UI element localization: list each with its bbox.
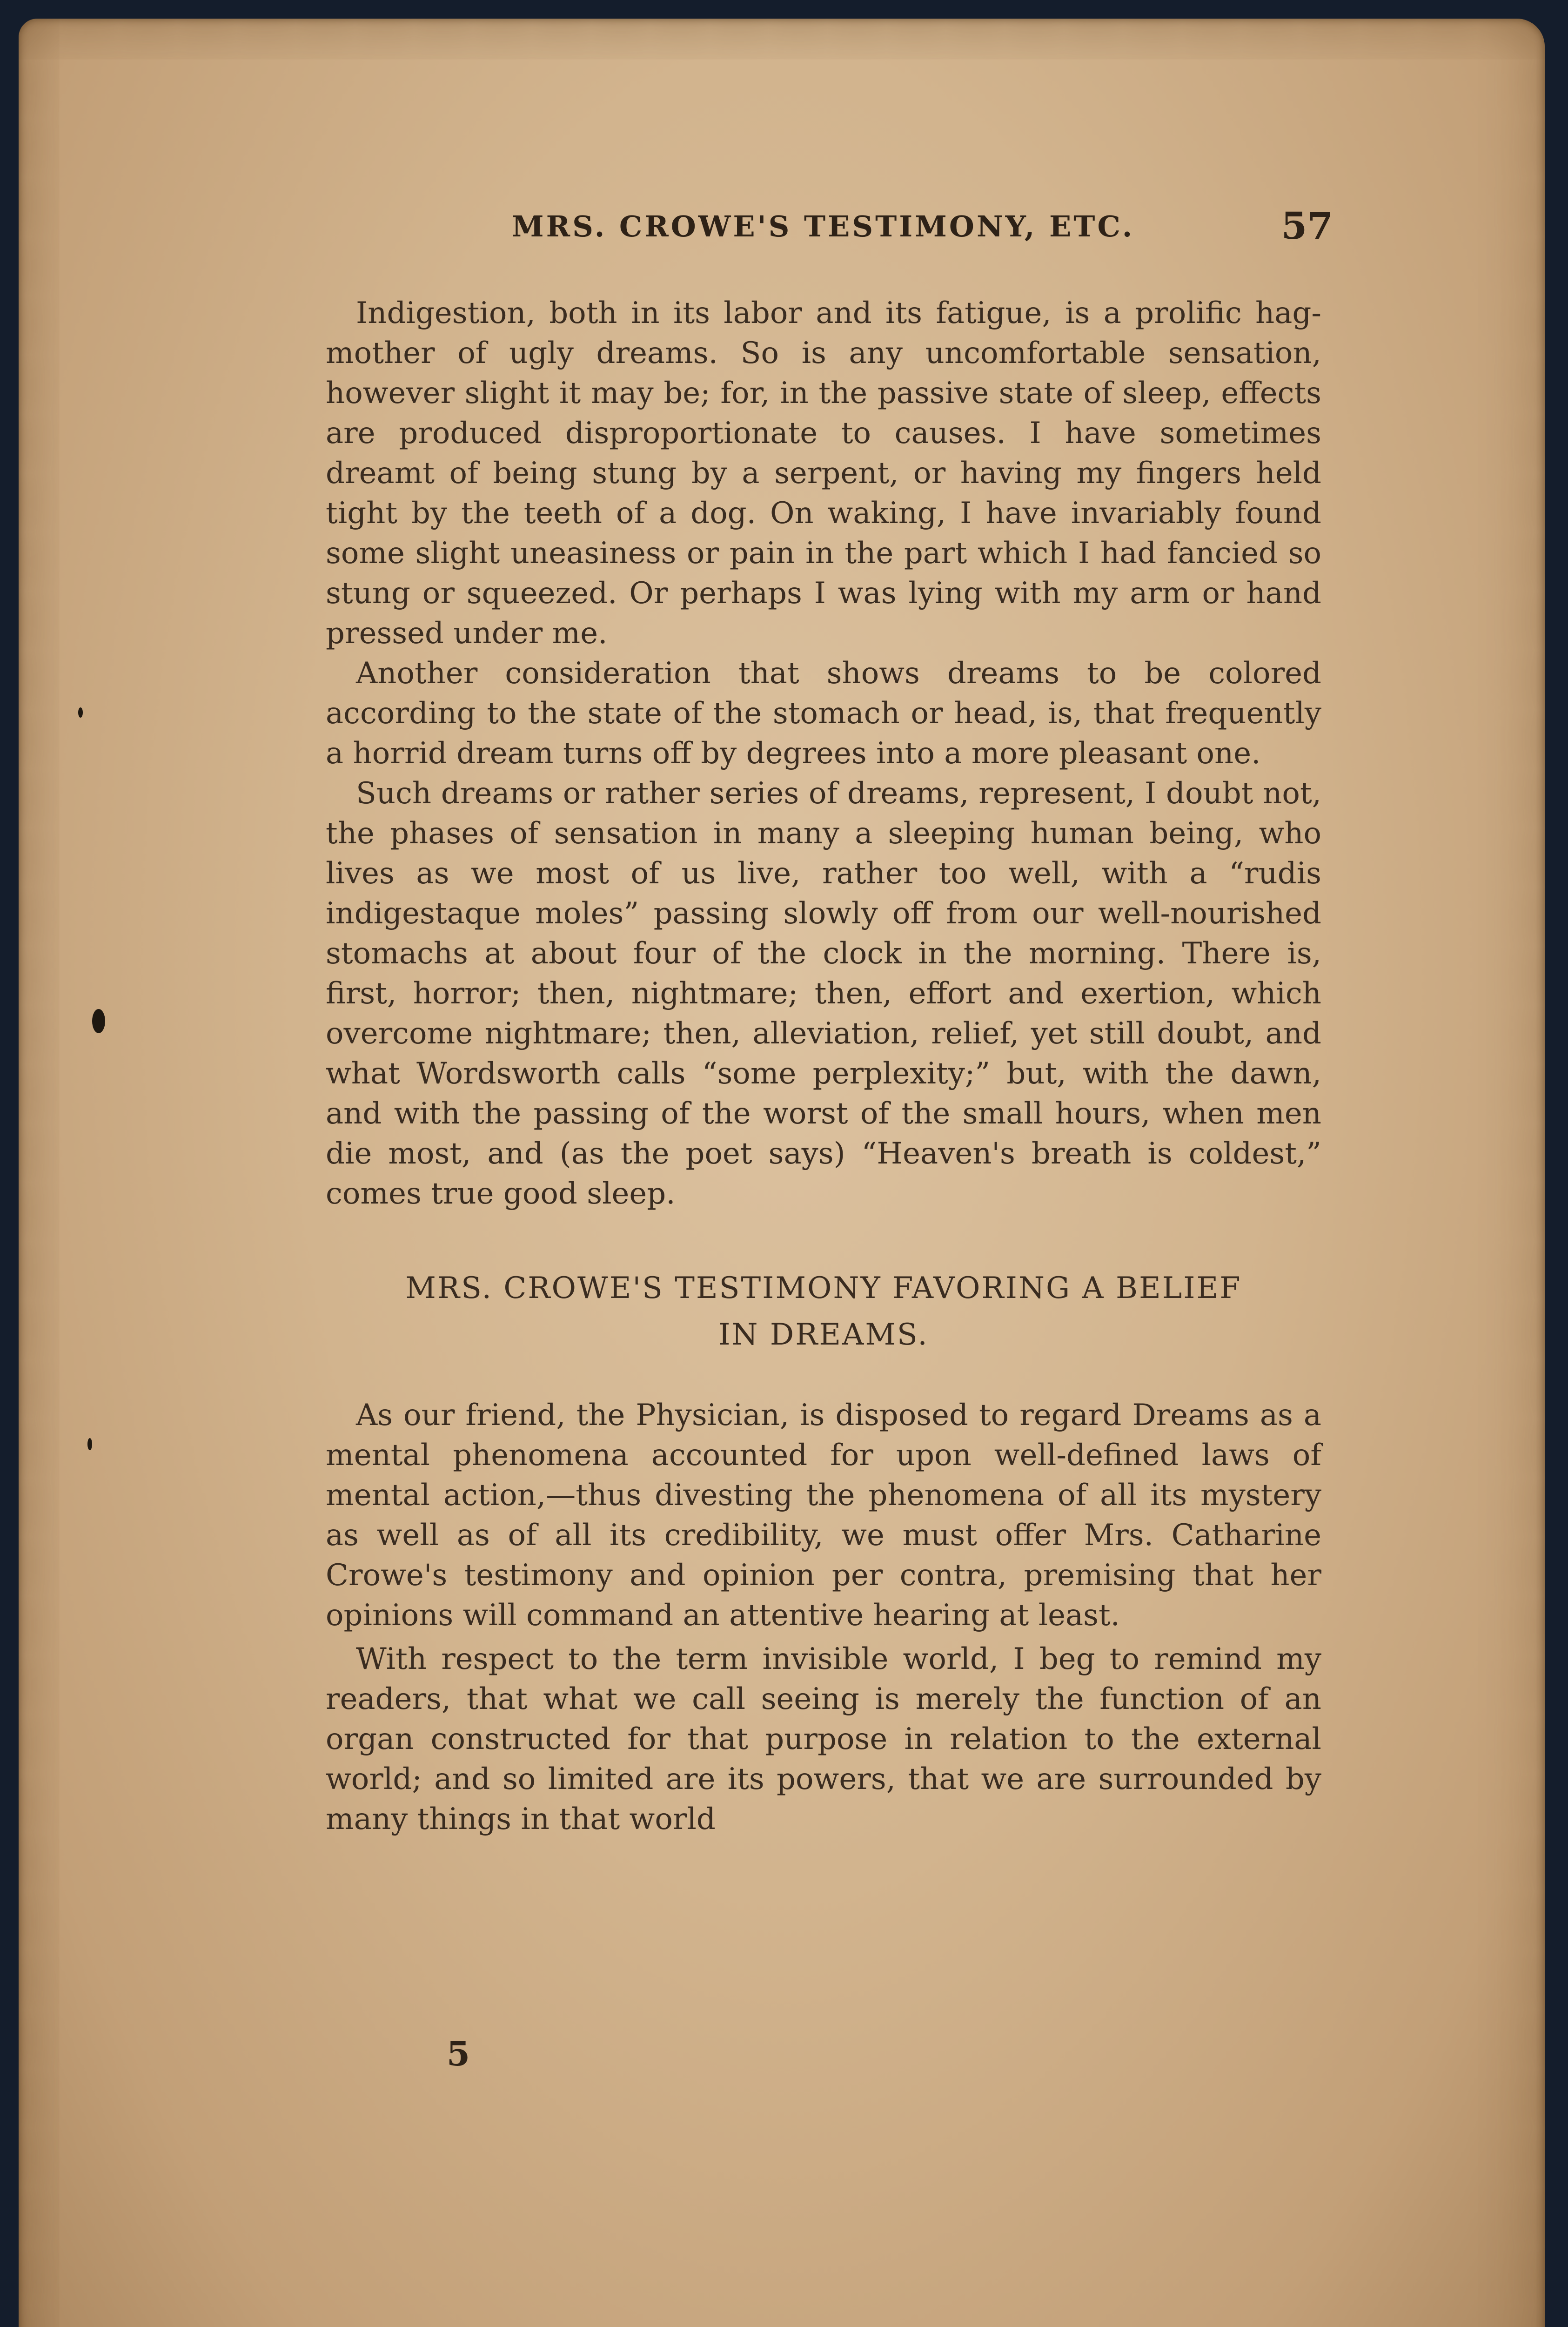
- paragraph-indigestion: Indigestion, both in its labor and its fatigue, is a prolific hag-mother of ugly dreams. So is any uncomfortable sensation, however slight it may be; for, in the passive state of sleep, effects are produced disproportionate to causes. I have sometimes dreamt of being stung by a serpent, or having my fingers held tight by the teeth of a dog. On waking, I have invariably found some slight uneasiness or pain in the part which I had fancied so stung or squeezed. Or perhaps I was lying with my arm or hand pressed under me.: [326, 296, 1321, 651]
- paragraph-physician: As our friend, the Physician, is disposed to regard Dreams as a mental phenomena accounted for upon well-defined laws of mental action,—thus divesting the phenomena of all its mystery as well as of all its credibility, we must offer Mrs. Catharine Crowe's testimony and opinion per contra, premising that her opinions will command an attentive hearing at least.: [326, 1398, 1321, 1633]
- paragraph-invisible-world: With respect to the term invisible world, I beg to remind my readers, that what we call seeing is merely the function of an organ constructed for that purpose in relation to the external world; and so limited are its powers, that we are surrounded by many things in that world: [326, 1642, 1321, 1836]
- running-head-title: MRS. CROWE'S TESTIMONY, ETC.: [512, 209, 1135, 243]
- section-body: [326, 1395, 1321, 1839]
- section-heading-line-1: MRS. CROWE'S TESTIMONY FAVORING A BELIEF: [405, 1271, 1242, 1305]
- running-head: [288, 204, 1359, 251]
- paragraph-another-consideration: Another consideration that shows dreams to be colored according to the state of the stomach or head, is, that frequently a horrid dream turns off by degrees into a more pleasant one.: [326, 656, 1321, 771]
- section-heading-line-2: IN DREAMS.: [718, 1318, 929, 1352]
- page-body: [326, 293, 1321, 1843]
- page-number: 57: [1281, 204, 1333, 248]
- paper-blemish: [92, 1009, 105, 1033]
- paper-blemish: [87, 1438, 92, 1450]
- paragraph-such-dreams: Such dreams or rather series of dreams, represent, I doubt not, the phases of sensation in many a sleeping human being, who lives as we most of us live, rather too well, with a “rudis indigestaque moles” passing slowly off from our well-nourished stomachs at about four of the clock in the morning. There is, first, horror; then, nightmare; then, effort and exertion, which overcome nightmare; then, alleviation, relief, yet still doubt, and what Wordsworth calls “some perplexity;” but, with the dawn, and with the passing of the worst of the small hours, when men die most, and (as the poet says) “Heaven's breath is coldest,” comes true good sleep.: [326, 776, 1321, 1211]
- signature-mark: 5: [447, 2034, 470, 2073]
- paper-blemish: [78, 707, 83, 718]
- section-heading: [326, 1265, 1321, 1358]
